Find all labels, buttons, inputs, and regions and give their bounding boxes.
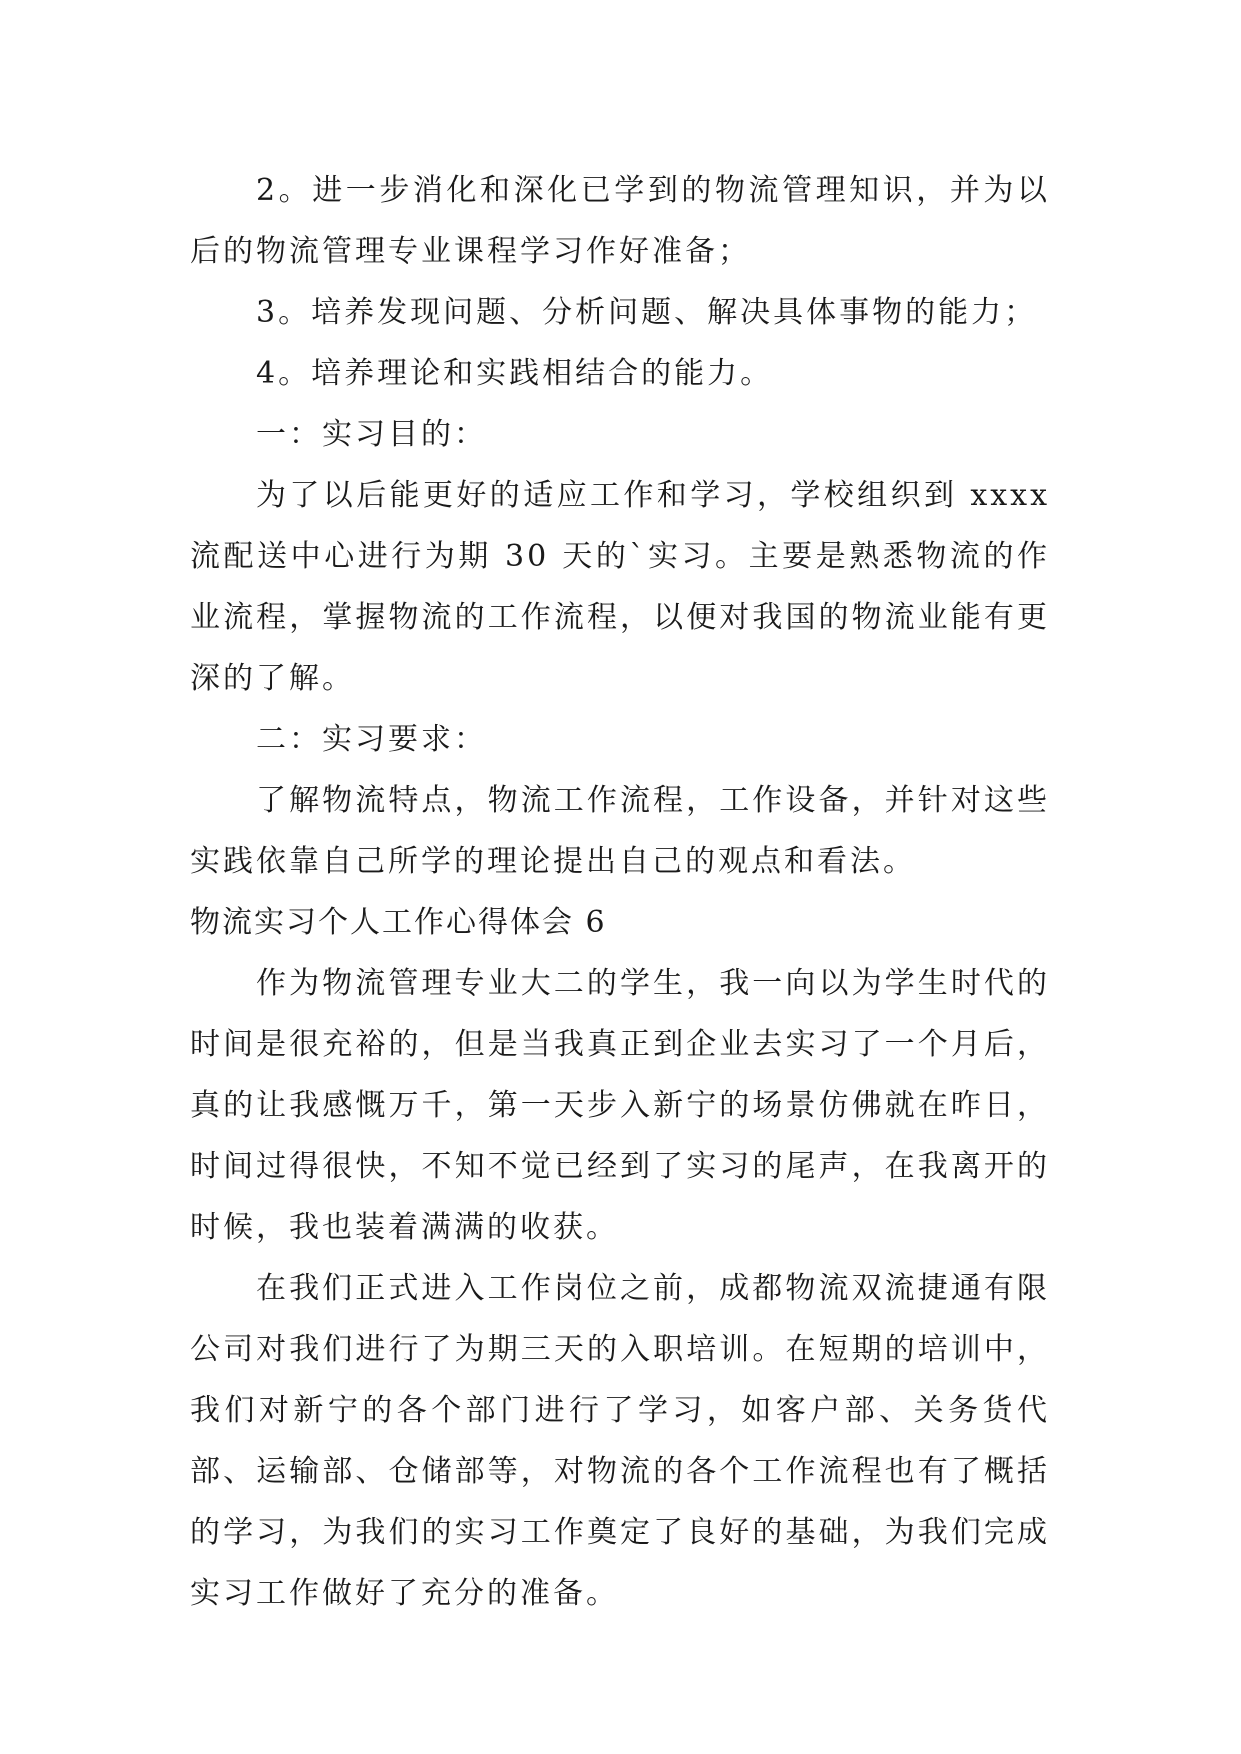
paragraph-reflection-1: 作为物流管理专业大二的学生，我一向以为学生时代的时间是很充裕的，但是当我真正到企业去实习了一个月后，真的让我感慨万千，第一天步入新宁的场景仿佛就在昨日，时间过得很快，不知不觉已经到了实习的尾声，在我离开的时候，我也装着满满的收获。 [190,966,1050,1245]
article-title: 物流实习个人工作心得体会 6 [190,905,607,940]
section-heading-purpose: 一：实习目的： [256,417,487,452]
paragraph-reflection-2: 在我们正式进入工作岗位之前，成都物流双流捷通有限公司对我们进行了为期三天的入职培训。在短期的培训中，我们对新宁的各个部门进行了学习，如客户部、关务货代部、运输部、仓储部等，对物流的各个工作流程也有了概括的学习，为我们的实习工作奠定了良好的基础，为我们完成实习工作做好了充分的准备。 [190,1271,1050,1611]
paragraph-requirements: 了解物流特点，物流工作流程，工作设备，并针对这些实践依靠自己所学的理论提出自己的观点和看法。 [190,783,1050,879]
paragraph-purpose: 为了以后能更好的适应工作和学习，学校组织到 xxxx 流配送中心进行为期 30 天的`实习。主要是熟悉物流的作业流程，掌握物流的工作流程，以便对我国的物流业能有更深的了解。 [190,478,1050,696]
paragraph-item-3: 3。培养发现问题、分析问题、解决具体事物的能力； [256,295,1038,330]
section-heading-requirements: 二：实习要求： [256,722,487,757]
paragraph-item-2: 2。进一步消化和深化已学到的物流管理知识，并为以后的物流管理专业课程学习作好准备； [190,173,1050,269]
paragraph-item-4: 4。培养理论和实践相结合的能力。 [256,356,774,391]
document-body [190,160,1050,1624]
